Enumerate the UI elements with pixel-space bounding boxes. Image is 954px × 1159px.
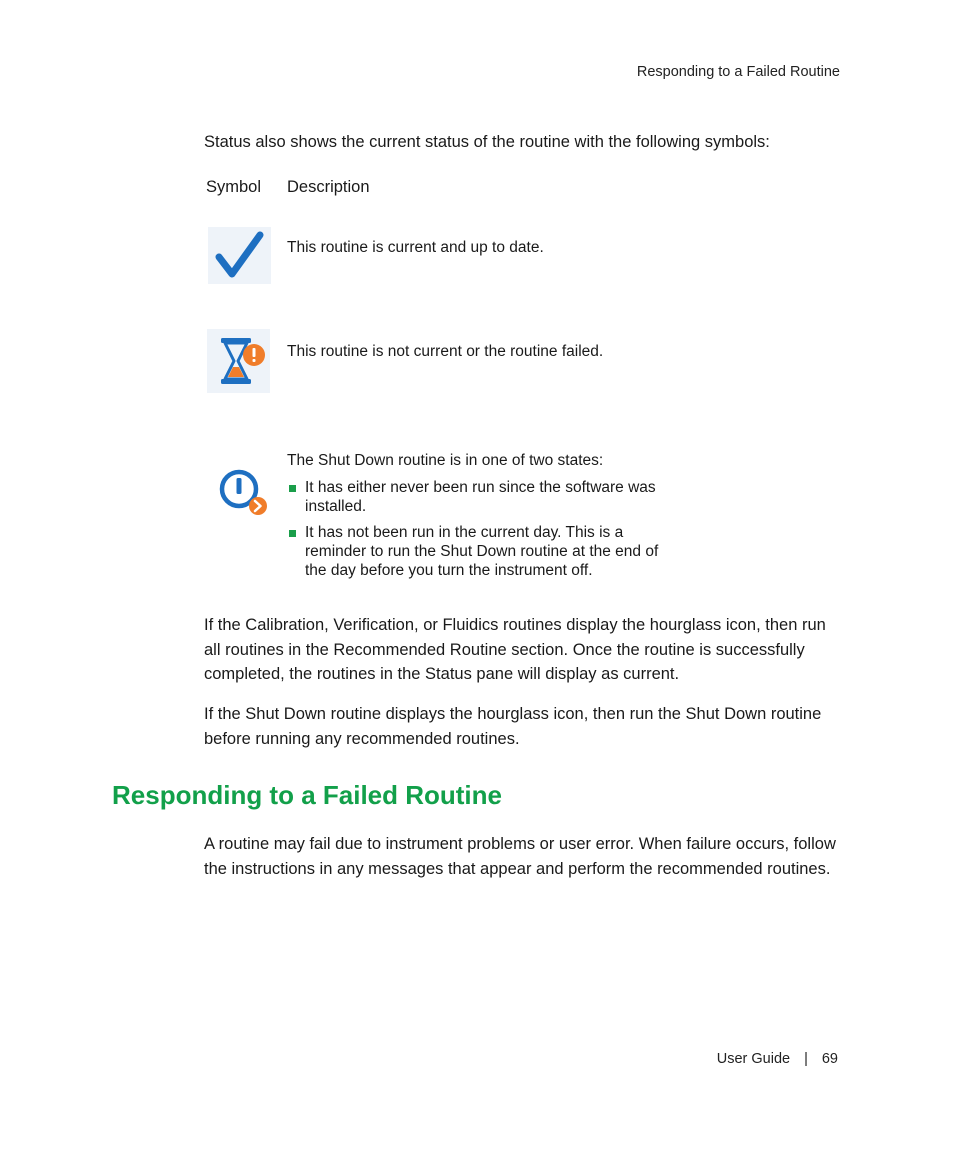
hourglass-warning-icon xyxy=(207,329,270,393)
list-item: It has not been run in the current day. This is a reminder to run the Shut Down routine at the end of the day before you turn the instrument off. xyxy=(287,523,682,580)
row-description-shutdown xyxy=(287,451,682,587)
section-heading: Responding to a Failed Routine xyxy=(112,780,502,810)
column-header-symbol: Symbol xyxy=(206,178,262,196)
row-description-current: This routine is current and up to date. xyxy=(287,239,544,256)
shutdown-states-list xyxy=(287,478,682,580)
body-paragraph: If the Shut Down routine displays the hourglass icon, then run the Shut Down routine before running any recommended routines. xyxy=(204,705,822,748)
row-description-failed: This routine is not current or the routine failed. xyxy=(287,343,604,360)
body-paragraph: If the Calibration, Verification, or Fluidics routines display the hourglass icon, then run all routines in the Recommended Routine section. Once the routine is successfully completed, the routines in the Status pane will display as current. xyxy=(204,616,826,683)
page-number: 69 xyxy=(821,1051,838,1067)
section-body-paragraph: A routine may fail due to instrument problems or user error. When failure occurs, follow the instructions in any messages that appear and perform the recommended routines. xyxy=(204,835,836,878)
list-item: It has either never been run since the software was installed. xyxy=(287,478,682,516)
column-header-description: Description xyxy=(287,178,370,196)
checkmark-icon xyxy=(208,227,271,284)
shutdown-states-intro: The Shut Down routine is in one of two states: xyxy=(287,452,604,469)
running-header: Responding to a Failed Routine xyxy=(636,64,840,80)
page-footer xyxy=(717,1051,838,1067)
footer-separator: | xyxy=(804,1051,808,1067)
intro-paragraph: Status also shows the current status of the routine with the following symbols: xyxy=(204,133,770,151)
shutdown-pending-icon xyxy=(208,461,271,519)
footer-doc-name: User Guide xyxy=(716,1051,791,1067)
